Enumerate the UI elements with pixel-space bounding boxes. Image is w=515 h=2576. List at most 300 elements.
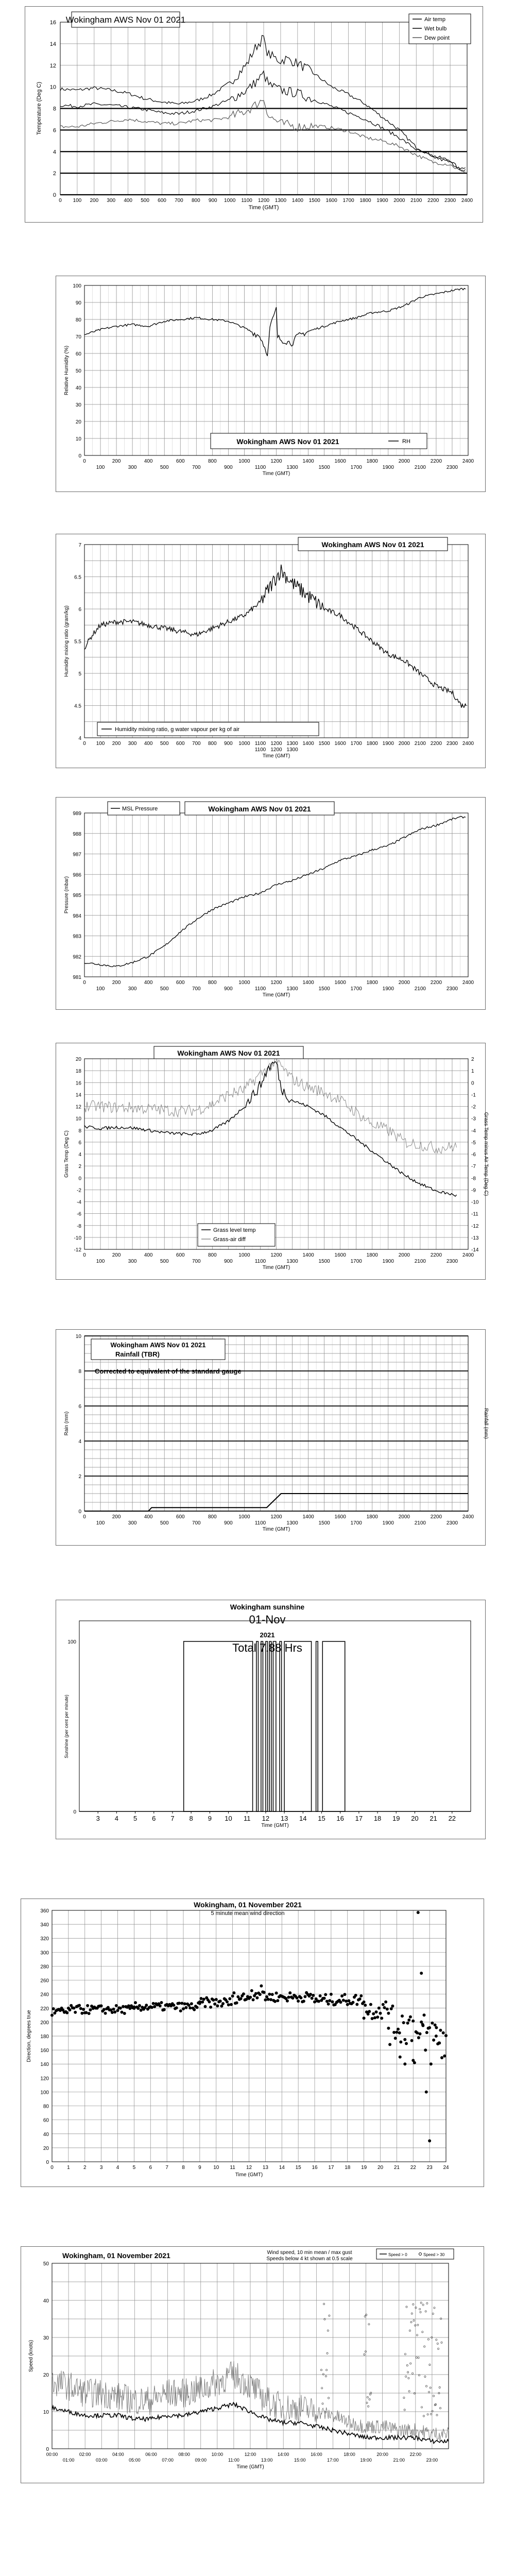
x-tick-label: 1500: [318, 986, 330, 992]
x-tick-label: 600: [158, 198, 166, 204]
y-tick-label: 12: [75, 1104, 81, 1110]
y-tick-label: 70: [75, 334, 81, 340]
upper-speed-point: [322, 2374, 324, 2375]
direction-point: [387, 2012, 390, 2015]
direction-point: [311, 1997, 314, 2000]
upper-speed-point: [433, 2395, 435, 2397]
chart-subtitle-2: Speeds below 4 kt shown at 0.5 scale: [266, 2256, 353, 2262]
x-tick-label: 19:00: [360, 2458, 372, 2463]
direction-point: [88, 2012, 91, 2015]
upper-speed-point: [411, 2313, 413, 2314]
upper-speed-point: [420, 2311, 421, 2313]
y-tick-label: 30: [43, 2335, 49, 2341]
legend-label: Speed > 30: [423, 2252, 445, 2257]
chart-relative-humidity: [56, 276, 486, 492]
y-tick-label: 6: [78, 1140, 81, 1146]
x-tick-label: 400: [144, 1514, 153, 1520]
x-tick-label: 200: [112, 741, 121, 747]
x-tick-label: 1000: [238, 1514, 250, 1520]
direction-point: [299, 1996, 302, 1999]
x-tick-label: 14: [299, 1815, 307, 1822]
upper-speed-point: [413, 2320, 415, 2321]
y2-tick-label: 1: [471, 1069, 474, 1075]
upper-speed-point: [329, 2315, 330, 2316]
x-tick-label: 2300: [446, 741, 458, 747]
x-tick-label: 2000: [398, 459, 410, 464]
series-line-1: [60, 71, 466, 170]
y-axis-label: Humidity mixing ratio (gram/kg): [64, 605, 70, 677]
y-tick-label: 40: [43, 2298, 49, 2304]
y-tick-label: 6: [78, 607, 81, 613]
x-tick-label: 1200: [258, 198, 270, 204]
direction-point: [319, 1994, 322, 1997]
upper-speed-point: [427, 2414, 428, 2415]
x-tick-label: 1800: [366, 1252, 378, 1258]
direction-point: [50, 2014, 54, 2017]
direction-point: [273, 2000, 277, 2003]
direction-point: [275, 1992, 278, 1995]
x-tick-label: 800: [208, 741, 217, 747]
x-tick-label: 2400: [462, 459, 474, 464]
direction-point: [313, 2001, 316, 2004]
direction-point: [254, 1992, 258, 1995]
x-tick-label: 0: [83, 1514, 86, 1520]
direction-point: [387, 2027, 390, 2030]
y-tick-label: 16: [49, 20, 56, 26]
direction-point: [297, 1999, 300, 2003]
y-axis-label: Grass Temp (Deg C): [64, 1130, 70, 1178]
y2-tick-label: -13: [471, 1235, 479, 1241]
direction-point: [183, 2002, 186, 2005]
upper-speed-point: [406, 2306, 407, 2308]
upper-speed-point: [430, 2413, 432, 2415]
x-tick-label: 13: [280, 1815, 288, 1822]
chart-pressure: [56, 797, 486, 1010]
upper-speed-point: [409, 2330, 410, 2331]
x-tick-label: 21: [430, 1815, 437, 1822]
x-tick-label: 2000: [398, 980, 410, 986]
upper-speed-point: [428, 2391, 430, 2393]
x-tick-label: 9: [198, 2165, 201, 2171]
x-tick-label: 06:00: [145, 2452, 157, 2457]
x-tick-label: 2400: [462, 1514, 474, 1520]
x-axis-label: Time (GMT): [262, 992, 290, 998]
x-tick-label: 1400: [302, 980, 314, 986]
x-tick-label: 11: [230, 2165, 235, 2171]
series-line-mixing-ratio: [84, 565, 466, 708]
y-tick-label: 0: [78, 453, 81, 459]
x-tick-label: 0: [59, 198, 62, 204]
rainfall-chart-svg: [56, 1330, 489, 1546]
sunshine-interval: [316, 1641, 318, 1811]
x-tick-label: 1000: [224, 198, 236, 204]
direction-point: [180, 2002, 183, 2005]
direction-point: [417, 2036, 420, 2039]
sunshine-interval: [184, 1641, 253, 1811]
x-tick-label: 600: [176, 980, 185, 986]
direction-point: [440, 2056, 443, 2059]
series-line-0: [60, 36, 466, 172]
wind-speed-chart-svg: [21, 2247, 485, 2484]
x-axis-label: Time (GMT): [235, 2172, 263, 2178]
direction-point: [89, 2008, 92, 2011]
y-tick-label: 16: [75, 1080, 81, 1087]
y-tick-label: 10: [75, 1334, 81, 1340]
y-tick-label: 6: [78, 1404, 81, 1410]
upper-speed-point: [366, 2314, 367, 2315]
x-tick-label: 1800: [359, 198, 371, 204]
upper-speed-point: [420, 2302, 422, 2303]
direction-point: [376, 2015, 379, 2019]
x-tick-label: 400: [144, 459, 153, 464]
x-tick-label: 1100: [254, 1520, 266, 1526]
x-tick-label: 21:00: [393, 2458, 405, 2463]
x-tick-label: 1400: [302, 1252, 314, 1258]
x-tick-label: 1900: [382, 1520, 394, 1526]
direction-point: [327, 2003, 330, 2006]
x-tick-label: 1800: [366, 459, 378, 464]
y-axis-label: Direction, degrees true: [26, 2010, 32, 2062]
x-tick-label: 2: [83, 2165, 87, 2171]
direction-point: [425, 2031, 428, 2034]
chart-mixing-ratio: [56, 534, 486, 768]
x-tick-label: 19: [392, 1815, 400, 1822]
temperature-chart-svg: [25, 7, 484, 223]
direction-point: [260, 1985, 263, 1988]
y-tick-label: 6.5: [74, 574, 81, 581]
direction-point: [104, 2012, 107, 2015]
x-tick-label: 1000: [238, 459, 250, 464]
y-tick-label: 0: [46, 2160, 49, 2165]
y-tick-label: 320: [40, 1936, 49, 1942]
y-tick-label: 4: [78, 1152, 81, 1158]
sunshine-interval: [266, 1641, 268, 1811]
x-tick-label: 22:00: [409, 2452, 422, 2457]
x-tick-label: 14: [279, 2165, 285, 2171]
x-tick-label: 1100: [254, 986, 266, 992]
direction-point: [196, 2006, 199, 2009]
upper-speed-point: [324, 2318, 325, 2320]
y-tick-label: 30: [75, 402, 81, 408]
x-tick-label: 900: [224, 465, 233, 470]
chart-annotation: Corrected to equivalent of the standard gauge: [95, 1367, 242, 1375]
y-tick-label: 100: [73, 283, 81, 289]
direction-point: [100, 2004, 103, 2007]
y2-tick-label: -12: [471, 1223, 479, 1229]
upper-speed-point: [424, 2346, 425, 2347]
y-tick-label: 10: [43, 2410, 49, 2415]
x-tick-label: 22: [448, 1815, 456, 1822]
direction-point: [442, 2031, 445, 2035]
upper-speed-point: [321, 2387, 323, 2389]
upper-speed-point: [440, 2318, 442, 2319]
direction-point: [212, 1998, 215, 2002]
x-tick-label: 400: [144, 1252, 153, 1258]
direction-point: [193, 2008, 196, 2011]
chart-title: Wokingham AWS Nov 01 2021: [110, 1341, 206, 1349]
y-tick-label: 8: [78, 1128, 81, 1134]
x-tick-label: 21: [393, 2165, 400, 2171]
x-tick-label: 1700: [342, 198, 354, 204]
direction-point: [402, 2021, 405, 2024]
direction-point: [377, 2007, 381, 2010]
upper-speed-point: [436, 2339, 437, 2341]
upper-speed-point: [427, 2338, 429, 2340]
x-tick-label: 1900: [382, 741, 394, 747]
direction-point: [434, 2024, 437, 2027]
x-axis-label: Time (GMT): [262, 1527, 290, 1532]
x-tick-label: 23:00: [426, 2458, 438, 2463]
direction-point: [134, 2001, 137, 2004]
upper-speed-point: [364, 2316, 366, 2317]
y-tick-label: 60: [75, 351, 81, 357]
x-tick-label: 1900: [382, 1259, 394, 1264]
direction-point: [364, 2004, 367, 2007]
x-tick-label: 2400: [462, 980, 474, 986]
direction-point: [302, 1999, 305, 2003]
legend-label: Humidity mixing ratio, g water vapour per kg of air: [115, 726, 240, 733]
direction-point: [179, 2009, 182, 2012]
direction-point: [232, 1991, 235, 1994]
direction-point: [399, 2041, 402, 2044]
legend-label: Grass-air diff: [213, 1236, 246, 1243]
x-tick-label: 20:00: [376, 2452, 388, 2457]
direction-point: [208, 2001, 211, 2004]
x-tick-label: 800: [208, 980, 217, 986]
direction-point: [121, 2011, 124, 2014]
direction-point: [172, 2004, 175, 2007]
direction-point: [324, 1993, 327, 1996]
x-tick-label: 2000: [398, 1252, 410, 1258]
direction-point: [375, 2010, 378, 2013]
direction-point: [115, 2004, 118, 2007]
x-tick-label: 600: [176, 1252, 185, 1258]
x-tick-label: 500: [160, 1259, 169, 1264]
upper-speed-point: [413, 2303, 414, 2305]
legend-label: MSL Pressure: [122, 806, 158, 812]
direction-point: [343, 1993, 346, 1996]
direction-point: [132, 2007, 135, 2010]
chart-wind-speed: [21, 2246, 484, 2483]
direction-point: [411, 2020, 415, 2023]
y2-tick-label: -4: [471, 1128, 476, 1134]
x-tick-label: 0: [83, 459, 86, 464]
x-tick-label: 11: [243, 1815, 251, 1822]
direction-point: [245, 1998, 248, 2001]
x-tick-label: 2400: [462, 1252, 474, 1258]
direction-point: [263, 1991, 266, 1994]
direction-point: [312, 1994, 315, 1997]
y-tick-label: 8: [78, 1369, 81, 1375]
direction-point: [190, 2002, 193, 2005]
direction-point: [136, 2007, 140, 2010]
x-tick-label: 14:00: [277, 2452, 289, 2457]
direction-point: [188, 2006, 192, 2009]
x-tick-label: 300: [128, 465, 137, 470]
x-tick-label: 15:00: [294, 2458, 306, 2463]
direction-point: [386, 2008, 389, 2011]
y-tick-label: 4: [78, 736, 81, 741]
label-total: Total 7.88 Hrs: [232, 1641, 302, 1654]
x-tick-label: 1600: [334, 980, 346, 986]
x-tick-label: 8: [182, 2165, 185, 2171]
x-tick-label: 2100: [414, 741, 426, 747]
upper-speed-point: [404, 2353, 406, 2355]
direction-point: [219, 1999, 222, 2003]
y-tick-label: 984: [73, 913, 81, 919]
x-tick-label: 5: [133, 1815, 138, 1822]
y2-tick-label: 0: [471, 1080, 474, 1087]
grass-chart-svg: [56, 1043, 489, 1280]
upper-speed-point: [416, 2357, 417, 2358]
direction-point: [80, 2012, 83, 2015]
upper-speed-point: [441, 2342, 442, 2343]
x-tick-label: 200: [112, 1514, 121, 1520]
y2-tick-label: -11: [471, 1211, 478, 1217]
x-tick-label: 11:00: [228, 2458, 239, 2463]
upper-speed-point: [327, 2352, 328, 2354]
y2-tick-label: -1: [471, 1092, 476, 1098]
direction-point: [391, 2005, 394, 2008]
x-tick-label: 13:00: [261, 2458, 273, 2463]
direction-point: [432, 2039, 435, 2042]
direction-point: [65, 2011, 68, 2014]
direction-point: [428, 2139, 431, 2142]
x-tick-label: 700: [192, 465, 201, 470]
y-tick-label: 2: [78, 1164, 81, 1170]
x-tick-label: 600: [176, 459, 185, 464]
upper-speed-point: [424, 2376, 426, 2377]
direction-point: [86, 2004, 89, 2007]
y-tick-label: 989: [73, 811, 81, 817]
direction-point: [345, 1999, 348, 2003]
direction-point: [392, 2031, 396, 2034]
x-tick-label: 03:00: [95, 2458, 108, 2463]
direction-point: [231, 1994, 234, 1997]
direction-point: [268, 1993, 271, 1996]
x-tick-label: 2300: [446, 986, 458, 992]
upper-speed-point: [425, 2385, 427, 2387]
direction-point: [435, 2026, 438, 2029]
x-tick-label: 1700: [350, 986, 362, 992]
x-tick-label: 800: [208, 1252, 217, 1258]
y2-tick-label: -6: [471, 1152, 476, 1158]
x-tick-label: 1700: [350, 741, 362, 747]
x-tick-label: 13: [262, 2165, 268, 2171]
chart-subtitle: 5 minute mean wind direction: [211, 1910, 285, 1917]
direction-point: [271, 1993, 274, 1996]
x-tick-label: 2200: [430, 1514, 442, 1520]
x-tick-label: 20: [411, 1815, 419, 1822]
x-tick-label: 500: [160, 741, 169, 747]
direction-point: [250, 1989, 253, 1992]
direction-point: [175, 2006, 178, 2009]
x-tick-label: 0: [50, 2165, 54, 2171]
y-tick-label: 80: [75, 317, 81, 323]
x-axis-label: Time (GMT): [236, 2464, 264, 2470]
x-tick-label: 1400: [302, 741, 314, 747]
y2-tick-label: -5: [471, 1140, 476, 1146]
direction-point: [286, 1999, 289, 2003]
direction-point: [384, 2001, 387, 2004]
y-tick-label: 80: [43, 2104, 49, 2110]
x-tick-label: 10:00: [211, 2452, 224, 2457]
direction-point: [140, 2009, 143, 2012]
direction-point: [363, 2001, 366, 2004]
upper-speed-point: [325, 2376, 327, 2377]
y-tick-label: 981: [73, 975, 81, 980]
chart-wind-direction: [21, 1899, 484, 2187]
direction-point: [406, 2022, 409, 2025]
upper-speed-point: [425, 2311, 426, 2312]
y-tick-label: -6: [77, 1211, 81, 1217]
y-tick-label: 0: [53, 192, 56, 198]
chart-title: Wokingham, 01 November 2021: [194, 1901, 302, 1909]
direction-point: [227, 2003, 230, 2006]
x-tick-label: 1800: [366, 980, 378, 986]
sunshine-interval: [261, 1641, 263, 1811]
x-tick-label: 1000: [238, 980, 250, 986]
y-tick-label: 340: [40, 1922, 49, 1928]
y-tick-label: 10: [75, 436, 81, 442]
direction-point: [420, 1972, 423, 1975]
x-tick-label: 17: [355, 1815, 363, 1822]
x-tick-label: 200: [112, 459, 121, 464]
x-tick-label: 900: [224, 1520, 233, 1526]
direction-point: [346, 2003, 349, 2006]
upper-speed-point: [439, 2408, 441, 2409]
x-tick-label: 100: [96, 465, 105, 470]
x-tick-label: 2200: [427, 198, 439, 204]
direction-point: [368, 2010, 371, 2013]
label-year: 2021: [260, 1631, 275, 1639]
direction-point: [340, 1994, 344, 1997]
y2-tick-label: -3: [471, 1116, 476, 1122]
x-tick-label: 100: [73, 198, 82, 204]
x-tick-label: 0: [83, 741, 86, 747]
direction-point: [395, 2031, 398, 2034]
y-tick-label: 50: [43, 2261, 49, 2267]
y-tick-label: -10: [74, 1235, 81, 1241]
y-tick-label: 5.5: [74, 639, 81, 645]
direction-point: [403, 2062, 406, 2065]
x-tick-label: 2000: [398, 1514, 410, 1520]
x-tick-label: 500: [160, 465, 169, 470]
y-tick-label: 2: [53, 171, 56, 177]
x-tick-label: 24: [443, 2165, 449, 2171]
x-tick-label: 1100: [254, 1259, 266, 1264]
y-tick-label: 220: [40, 2006, 49, 2012]
direction-point: [317, 2000, 320, 2003]
x-tick-label: 6: [152, 1815, 156, 1822]
x-axis-label: Time (GMT): [262, 1265, 290, 1270]
direction-point: [228, 1997, 231, 2001]
y-tick-label: -8: [77, 1223, 81, 1229]
x-tick-label: 12:00: [244, 2452, 256, 2457]
direction-point: [417, 1911, 420, 1914]
x-tick-label: 1100: [241, 198, 252, 204]
direction-point: [382, 2003, 385, 2006]
x-tick-label: 2200: [430, 741, 442, 747]
direction-point: [358, 1997, 362, 2001]
x-tick-label: 1100: [254, 741, 266, 747]
y-tick-label: 10: [49, 84, 56, 91]
direction-point: [78, 2004, 81, 2007]
direction-point: [113, 2010, 116, 2013]
y-tick-label: 14: [75, 1092, 81, 1098]
direction-point: [330, 1993, 333, 1996]
x-tick-label: 100: [96, 1520, 105, 1526]
